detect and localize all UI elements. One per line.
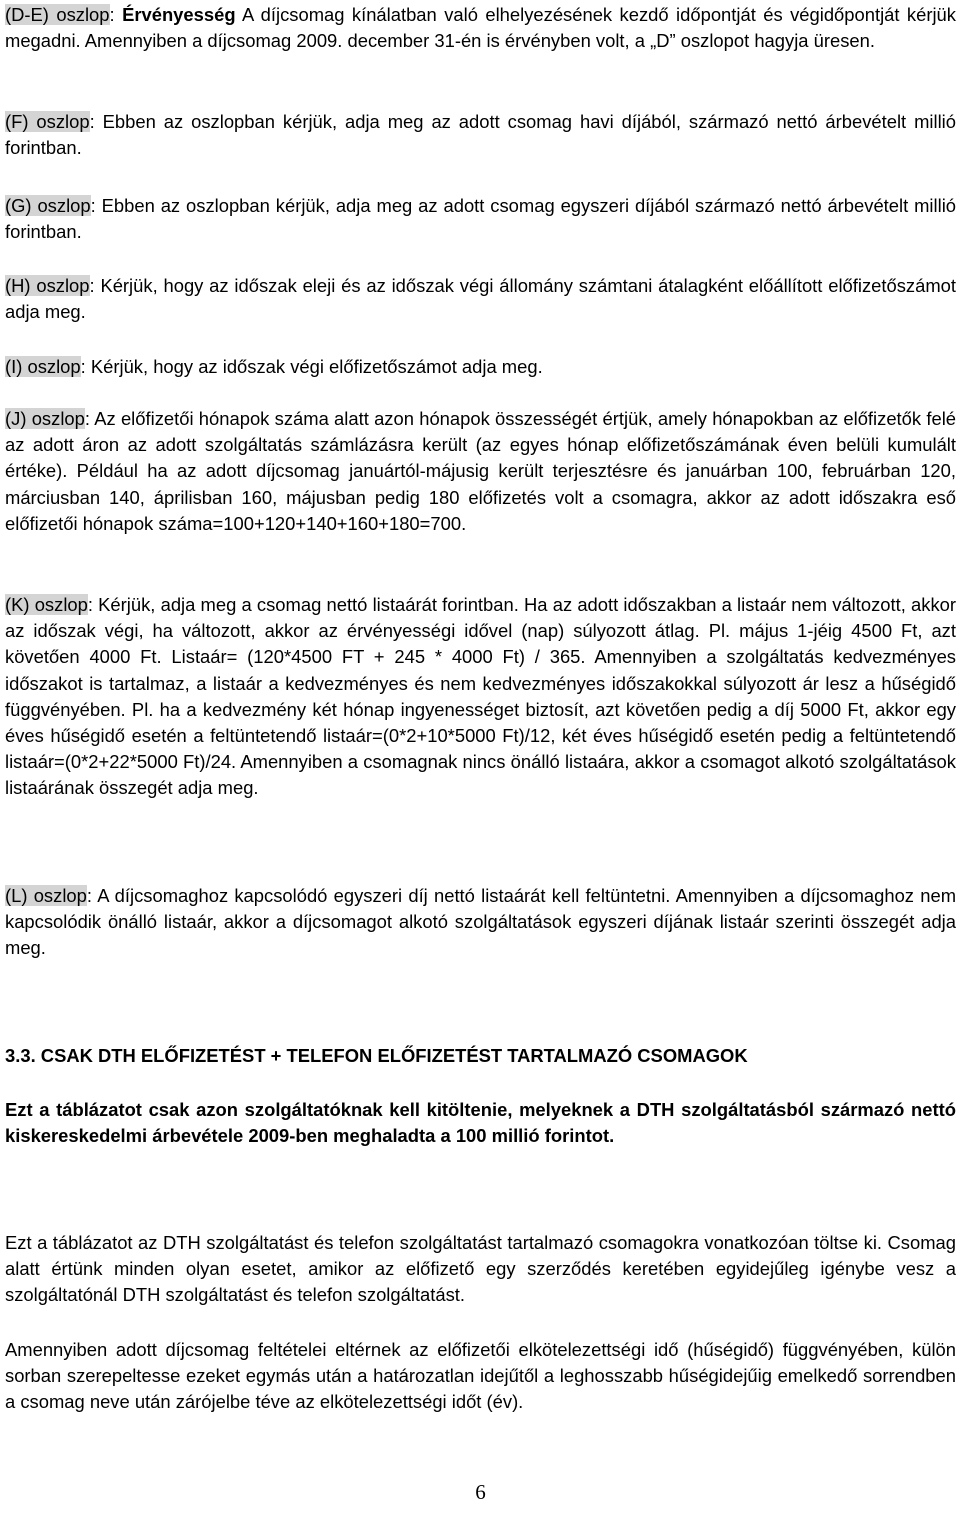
paragraph-column-k <box>5 592 956 802</box>
column-label: (K) oszlop <box>5 594 88 615</box>
paragraph-column-i <box>5 354 956 380</box>
paragraph-text: : Kérjük, adja meg a csomag nettó listaárát forintban. Ha az adott időszakban a listaár nem változott, akkor az időszak végi, ha változott, akkor az érvényességi idővel (nap) súlyozott átlag. Pl. május 1-jéig 4500 Ft, azt követően 4000 Ft. Listaár= (120*4500 FT + 245 * 4000 Ft) / 365. Amennyiben a szolgáltatás kedvezményes időszakot is tartalmaz, a listaár a kedvezményes és nem kedvezményes időszakokkal súlyozott ár lesz a hűségidő függvényében. Pl. ha a kedvezmény két hónap ingyenességet biztosít, azt követően pedig a díj 5000 Ft, akkor egy éves hűségidő esetén a feltüntetendő listaár=(0*2+10*5000 Ft)/12, két éves hűségidő esetén pedig a feltüntetendő listaár=(0*2+22*5000 Ft)/24. Amennyiben a csomagnak nincs önálló listaára, akkor a csomagot alkotó szolgáltatások listaárának összegét adja meg. <box>5 594 957 799</box>
section-heading: 3.3. CSAK DTH ELŐFIZETÉST + TELEFON ELŐFIZETÉST TARTALMAZÓ CSOMAGOK <box>5 1045 748 1066</box>
section-bold-note: Ezt a táblázatot csak azon szolgáltatóknak kell kitöltenie, melyeknek a DTH szolgáltatásból származó nettó kiskereskedelmi árbevétele 2009-ben meghaladta a 100 millió forintot. <box>5 1099 956 1147</box>
paragraph-text: A díjcsomag kínálatban való elhelyezésének kezdő időpontját és végidőpontját kérjük megadni. Amennyiben a díjcsomag 2009. december 31-én is érvényben volt, a „D” oszlopot hagyja üresen. <box>5 4 956 52</box>
column-label: (L) oszlop <box>5 885 87 906</box>
paragraph-column-f <box>5 109 956 161</box>
paragraph-text: : Ebben az oszlopban kérjük, adja meg az adott csomag havi díjából, származó nettó árbevételt millió forintban. <box>5 111 956 159</box>
page-number: 6 <box>475 1480 486 1504</box>
paragraph-text: : Az előfizetői hónapok száma alatt azon hónapok összességét értjük, amely hónapokban az előfizetők felé az adott áron az adott szolgáltatás számlázásra került (az egyes hónap előfizetőszámának éven belüli kumulált értéke). Például ha az adott díjcsomag januártól-májusig került terjesztésre és januárban 100, februárban 120, márciusban 140, áprilisban 160, májusban pedig 180 előfizetés volt a csomagra, akkor az adott időszakra eső előfizetői hónapok száma=100+120+140+160+180=700. <box>5 408 957 534</box>
paragraph-text: : A díjcsomaghoz kapcsolódó egyszeri díj nettó listaárát kell feltüntetni. Amennyiben a díjcsomaghoz nem kapcsolódik önálló listaár, akkor a díjcsomagot alkotó szolgáltatások egyszeri díjának listaár szerinti összegét adja meg. <box>5 885 957 959</box>
column-label: (J) oszlop <box>5 408 85 429</box>
paragraph-column-l <box>5 883 956 962</box>
column-label: (G) oszlop <box>5 195 91 216</box>
section-paragraph-2: Amennyiben adott díjcsomag feltételei eltérnek az előfizetői elkötelezettségi idő (hűségidő) függvényében, külön sorban szerepeltesse ezeket egymás után a határozatlan idejűtől a leghosszabb hűségidejűig emelkedő sorrendben a csomag neve után zárójelbe téve az elkötelezettségi időt (év). <box>5 1339 956 1413</box>
paragraph-column-g <box>5 193 956 245</box>
paragraph-column-h <box>5 273 956 325</box>
section-paragraph-1: Ezt a táblázatot az DTH szolgáltatást és telefon szolgáltatást tartalmazó csomagokra vonatkozóan töltse ki. Csomag alatt értünk minden olyan esetet, amikor az előfizető egy szerződés keretében egyidejűleg igénybe vesz a szolgáltatónál DTH szolgáltatást és telefon szolgáltatást. <box>5 1232 956 1306</box>
bold-term: Érvényesség <box>122 4 236 25</box>
column-label: (I) oszlop <box>5 356 81 377</box>
paragraph-column-j <box>5 406 956 537</box>
column-label: (F) oszlop <box>5 111 90 132</box>
paragraph-text: : Kérjük, hogy az időszak végi előfizetőszámot adja meg. <box>80 356 543 377</box>
column-label: (H) oszlop <box>5 275 90 296</box>
paragraph-column-de: (D-E) oszlop: Érvényesség A díjcsomag kínálatban való elhelyezésének kezdő időpontját és végidőpontját kérjük megadni. Amennyiben a díjcsomag 2009. december 31-én is érvényben volt, a „D” oszlopot hagyja üresen. <box>5 4 956 52</box>
paragraph-text: : Ebben az oszlopban kérjük, adja meg az adott csomag egyszeri díjából származó nettó árbevételt millió forintban. <box>5 195 957 243</box>
paragraph-text: : Kérjük, hogy az időszak eleji és az időszak végi állomány számtani átalagként előállított előfizetőszámot adja meg. <box>5 275 956 323</box>
column-label: (D-E) oszlop <box>5 4 110 25</box>
